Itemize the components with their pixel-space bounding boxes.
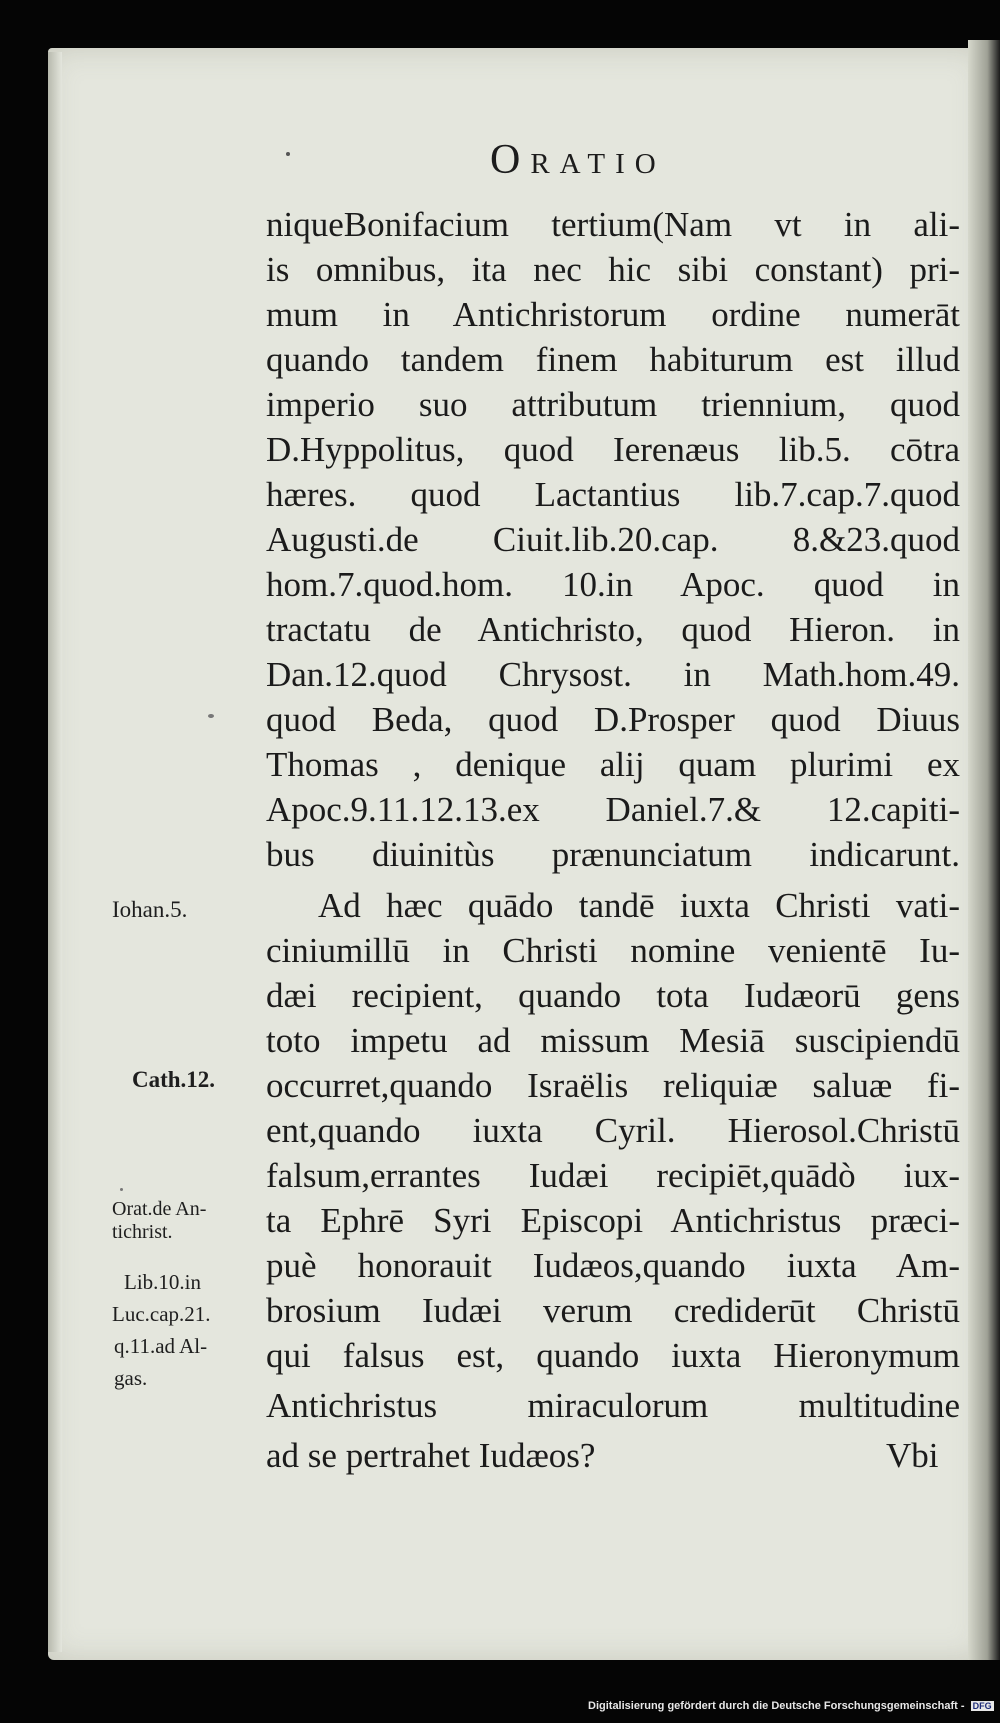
ink-speck [208,714,214,718]
margin-note-iohan: Iohan.5. [112,897,188,922]
body-line: hæres. quod Lactantius lib.7.cap.7.quod [266,475,960,514]
ink-speck [286,152,290,156]
body-line: dæi recipient, quando tota Iudæorū gens [266,976,960,1015]
page-fore-edge [968,40,1000,1660]
body-line: falsum,errantes Iudæi recipiēt,quādò iux- [266,1156,960,1195]
margin-note-orat: Orat.de An- tichrist. [112,1198,207,1243]
digitization-credit: Digitalisierung gefördert durch die Deutsche Forschungsgemeinschaft - DFG [588,1700,992,1712]
body-line: Apoc.9.11.12.13.ex Daniel.7.& 12.capiti- [266,790,960,829]
page-gutter-shadow [48,52,62,1652]
body-line: ta Ephrē Syri Episcopi Antichristus præci- [266,1201,960,1240]
body-line: toto impetu ad missum Mesiā suscipiendū [266,1021,960,1060]
body-line: Dan.12.quod Chrysost. in Math.hom.49. [266,655,960,694]
body-line: qui falsus est, quando iuxta Hieronymum [266,1336,960,1375]
body-line: imperio suo attributum triennium, quod [266,385,960,424]
body-line: is omnibus, ita nec hic sibi constant) pri- [266,250,960,289]
body-line: Antichristus miraculorum multitudine [266,1386,960,1425]
show-through-text [780,140,970,190]
body-line: D.Hyppolitus, quod Ierenæus lib.5. cōtra [266,430,960,469]
running-head: Oratio [490,137,666,183]
body-line: puè honorauit Iudæos,quando iuxta Am- [266,1246,960,1285]
margin-note-lib: Lib.10.in Luc.cap.21. q.11.ad Al- gas. [112,1270,211,1390]
body-line: Augusti.de Ciuit.lib.20.cap. 8.&23.quod [266,520,960,559]
body-line: quod Beda, quod D.Prosper quod Diuus [266,700,960,739]
body-line: ent,quando iuxta Cyril. Hierosol.Christū [266,1111,960,1150]
margin-note-cath: Cath.12. [132,1067,216,1092]
body-line: bus diuinitùs prænunciatum indicarunt. [266,835,960,874]
body-line: ad se pertrahet Iudæos? [266,1436,596,1475]
body-line: Thomas , denique alij quam plurimi ex [266,745,960,784]
body-line: brosium Iudæi verum crediderūt Christū [266,1291,960,1330]
body-line: tractatu de Antichristo, quod Hieron. in [266,610,960,649]
body-line: mum in Antichristorum ordine numerāt [266,295,960,334]
body-line: hom.7.quod.hom. 10.in Apoc. quod in [266,565,960,604]
body-line: occurret,quando Israëlis reliquiæ saluæ fi- [266,1066,960,1105]
body-line: quando tandem finem habiturum est illud [266,340,960,379]
body-line: Ad hæc quādo tandē iuxta Christi vati- [318,886,960,925]
body-line: niqueBonifacium tertium(Nam vt in ali- [266,205,960,244]
dfg-logo: DFG [972,1701,992,1711]
ink-speck [120,1188,123,1191]
body-line: ciniumillū in Christi nomine venientē Iu- [266,931,960,970]
catchword: Vbi [886,1436,939,1475]
